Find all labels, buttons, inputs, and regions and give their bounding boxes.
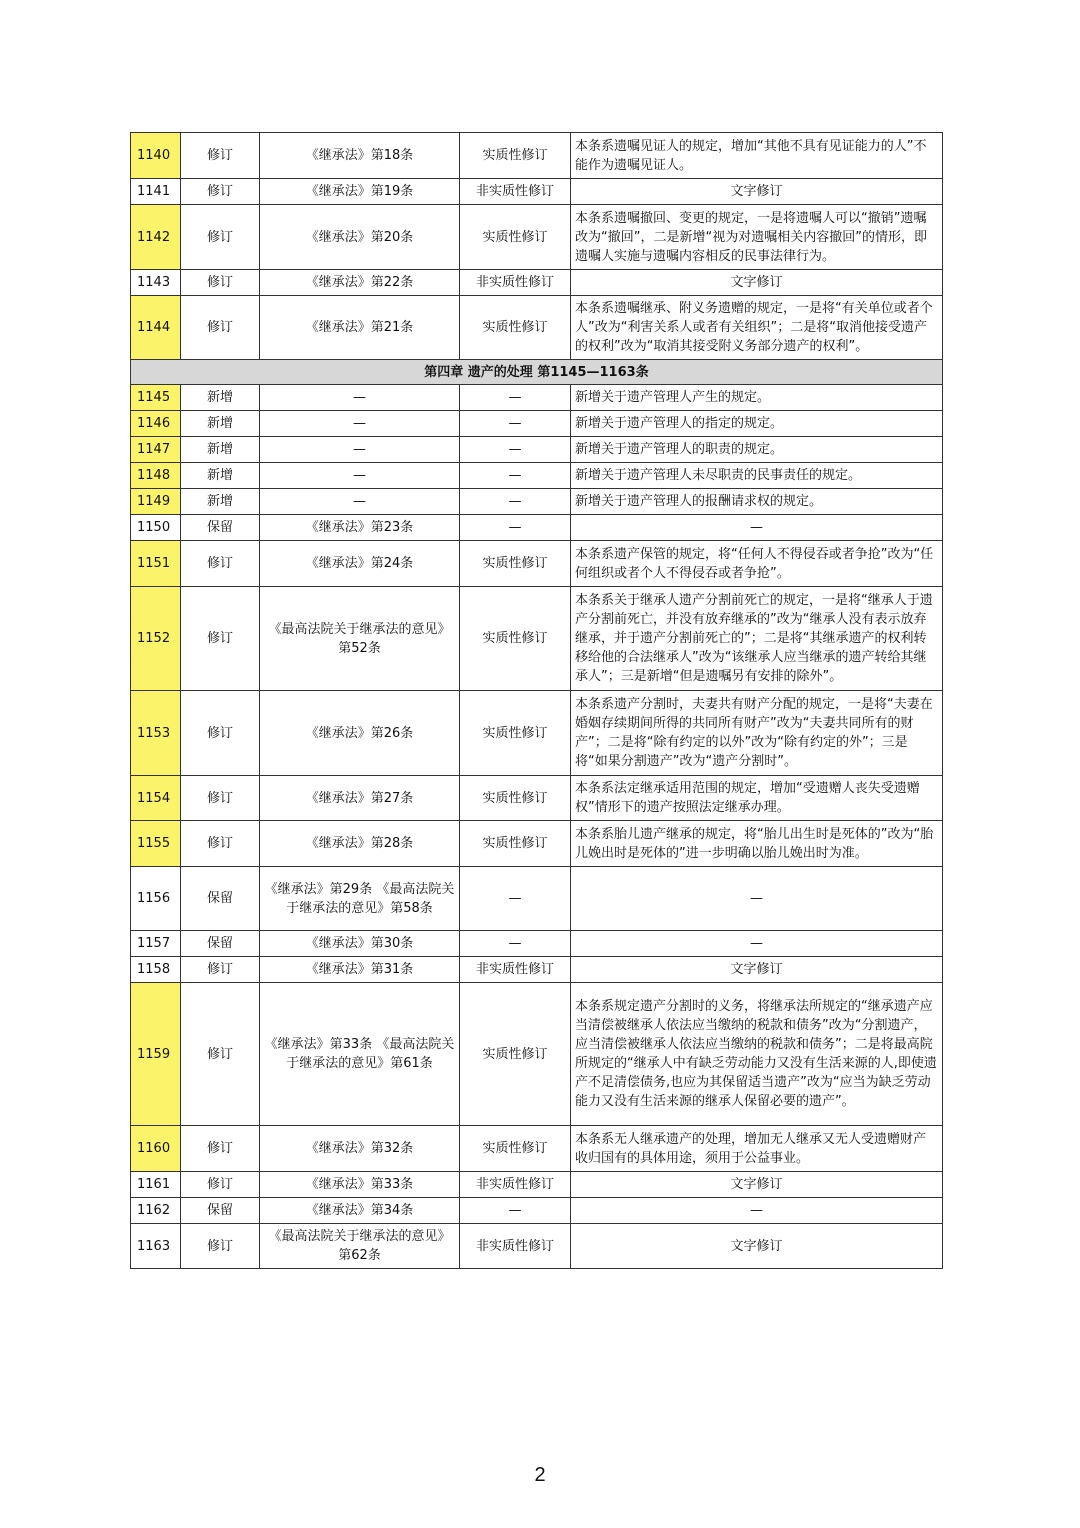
revision-description: 新增关于遗产管理人的指定的规定。 [571, 411, 943, 437]
revision-type: 实质性修订 [460, 205, 571, 270]
source-provision: 《继承法》第32条 [260, 1126, 460, 1172]
revision-description: — [571, 931, 943, 957]
table-row [131, 1126, 943, 1172]
table-row [131, 983, 943, 1126]
revision-description: 文字修订 [571, 1172, 943, 1198]
revision-description: 本条系遗产保管的规定，将“任何人不得侵吞或者争抢”改为“任何组织或者个人不得侵吞或者争抢”。 [571, 541, 943, 587]
source-provision: 《继承法》第31条 [260, 957, 460, 983]
article-number: 1155 [131, 821, 181, 867]
revision-action: 新增 [181, 463, 260, 489]
revision-action: 保留 [181, 515, 260, 541]
table-row [131, 776, 943, 821]
revision-type: — [460, 931, 571, 957]
article-number: 1148 [131, 463, 181, 489]
source-provision: 《继承法》第33条 《最高法院关于继承法的意见》第61条 [260, 983, 460, 1126]
revision-description: 本条系无人继承遗产的处理，增加无人继承又无人受遗赠财产收归国有的具体用途，须用于公益事业。 [571, 1126, 943, 1172]
source-provision: 《继承法》第33条 [260, 1172, 460, 1198]
table-row [131, 411, 943, 437]
table-row [131, 463, 943, 489]
revision-description: 文字修订 [571, 270, 943, 296]
source-provision: — [260, 385, 460, 411]
article-number: 1162 [131, 1198, 181, 1224]
article-number: 1143 [131, 270, 181, 296]
source-provision: — [260, 463, 460, 489]
revision-action: 修订 [181, 179, 260, 205]
revision-type: — [460, 1198, 571, 1224]
chapter-heading: 第四章 遗产的处理 第1145—1163条 [131, 360, 943, 385]
revision-type: 实质性修订 [460, 541, 571, 587]
revision-type: — [460, 463, 571, 489]
table-row [131, 437, 943, 463]
revision-type: 非实质性修订 [460, 1224, 571, 1269]
revision-description: — [571, 515, 943, 541]
revision-action: 保留 [181, 1198, 260, 1224]
table-row [131, 691, 943, 776]
table-row [131, 133, 943, 179]
revision-type: 非实质性修订 [460, 270, 571, 296]
revision-type: — [460, 437, 571, 463]
revision-type: 非实质性修订 [460, 1172, 571, 1198]
table-row [131, 179, 943, 205]
article-number: 1159 [131, 983, 181, 1126]
table-row [131, 1224, 943, 1269]
revision-type: 实质性修订 [460, 587, 571, 691]
revision-description: 文字修订 [571, 179, 943, 205]
source-provision: — [260, 437, 460, 463]
revision-action: 新增 [181, 437, 260, 463]
source-provision: 《继承法》第20条 [260, 205, 460, 270]
revision-action: 修订 [181, 296, 260, 360]
source-provision: 《继承法》第26条 [260, 691, 460, 776]
article-number: 1153 [131, 691, 181, 776]
revision-description: 文字修订 [571, 957, 943, 983]
table-row [131, 1198, 943, 1224]
article-number: 1163 [131, 1224, 181, 1269]
source-provision: 《继承法》第22条 [260, 270, 460, 296]
revision-action: 修订 [181, 691, 260, 776]
revision-action: 修订 [181, 776, 260, 821]
revision-type: 实质性修订 [460, 776, 571, 821]
revision-description: 本条系法定继承适用范围的规定，增加“受遗赠人丧失受遗赠权”情形下的遗产按照法定继承办理。 [571, 776, 943, 821]
source-provision: 《继承法》第19条 [260, 179, 460, 205]
article-number: 1145 [131, 385, 181, 411]
article-number: 1156 [131, 867, 181, 931]
revision-action: 新增 [181, 411, 260, 437]
table-row [131, 957, 943, 983]
revision-type: 非实质性修订 [460, 179, 571, 205]
article-number: 1157 [131, 931, 181, 957]
article-number: 1160 [131, 1126, 181, 1172]
revision-action: 新增 [181, 385, 260, 411]
revision-description: 文字修订 [571, 1224, 943, 1269]
table-row [131, 515, 943, 541]
revision-action: 修订 [181, 205, 260, 270]
source-provision: — [260, 489, 460, 515]
revision-type: 实质性修订 [460, 691, 571, 776]
article-number: 1154 [131, 776, 181, 821]
source-provision: 《继承法》第30条 [260, 931, 460, 957]
revision-action: 修订 [181, 1126, 260, 1172]
article-number: 1149 [131, 489, 181, 515]
source-provision: 《继承法》第18条 [260, 133, 460, 179]
revision-description: 本条系遗产分割时，夫妻共有财产分配的规定，一是将“夫妻在婚姻存续期间所得的共同所有财产”改为“夫妻共同所有的财产”；二是将“除有约定的以外”改为“除有约定的外”；三是将“如果分割遗产”改为“遗产分割时”。 [571, 691, 943, 776]
revision-description: 本条系胎儿遗产继承的规定，将“胎儿出生时是死体的”改为“胎儿娩出时是死体的”进一步明确以胎儿娩出时为准。 [571, 821, 943, 867]
revision-action: 保留 [181, 931, 260, 957]
table-row [131, 489, 943, 515]
source-provision: 《继承法》第27条 [260, 776, 460, 821]
source-provision: 《继承法》第23条 [260, 515, 460, 541]
revision-description: 本条系关于继承人遗产分割前死亡的规定，一是将“继承人于遗产分割前死亡，并没有放弃继承的”改为“继承人没有表示放弃继承，并于遗产分割前死亡的”；二是将“其继承遗产的权利转移给他的合法继承人”改为“该继承人应当继承的遗产转给其继承人”；三是新增“但是遗嘱另有安排的除外”。 [571, 587, 943, 691]
revision-type: 实质性修订 [460, 1126, 571, 1172]
revision-action: 修订 [181, 821, 260, 867]
table-row [131, 296, 943, 360]
revision-description: 新增关于遗产管理人的职责的规定。 [571, 437, 943, 463]
article-number: 1140 [131, 133, 181, 179]
revision-action: 修订 [181, 133, 260, 179]
table-row [131, 821, 943, 867]
revision-type: — [460, 489, 571, 515]
revision-description: 新增关于遗产管理人的报酬请求权的规定。 [571, 489, 943, 515]
revision-description: 本条系遗嘱撤回、变更的规定，一是将遗嘱人可以“撤销”遗嘱改为“撤回”，二是新增“视为对遗嘱相关内容撤回”的情形，即遗嘱人实施与遗嘱内容相反的民事法律行为。 [571, 205, 943, 270]
source-provision: 《最高法院关于继承法的意见》第52条 [260, 587, 460, 691]
revision-action: 修订 [181, 587, 260, 691]
revision-type: 非实质性修订 [460, 957, 571, 983]
revision-action: 修订 [181, 1224, 260, 1269]
revision-action: 修订 [181, 270, 260, 296]
article-number: 1161 [131, 1172, 181, 1198]
table-row [131, 867, 943, 931]
article-number: 1144 [131, 296, 181, 360]
revision-description: 新增关于遗产管理人未尽职责的民事责任的规定。 [571, 463, 943, 489]
page-number: 2 [534, 1464, 546, 1486]
revision-action: 修订 [181, 983, 260, 1126]
revision-action: 保留 [181, 867, 260, 931]
article-number: 1151 [131, 541, 181, 587]
source-provision: 《继承法》第34条 [260, 1198, 460, 1224]
table-row [131, 385, 943, 411]
chapter-heading-row [131, 360, 943, 385]
article-number: 1150 [131, 515, 181, 541]
article-number: 1146 [131, 411, 181, 437]
revision-type: — [460, 515, 571, 541]
source-provision: 《继承法》第24条 [260, 541, 460, 587]
revision-type: 实质性修订 [460, 983, 571, 1126]
revision-description: 本条系规定遗产分割时的义务，将继承法所规定的“继承遗产应当清偿被继承人依法应当缴纳的税款和债务”改为“分割遗产，应当清偿被继承人依法应当缴纳的税款和债务”；二是将最高院所规定的“继承人中有缺乏劳动能力又没有生活来源的人,即使遗产不足清偿债务,也应为其保留适当遗产”改为“应当为缺乏劳动能力又没有生活来源的继承人保留必要的遗产”。 [571, 983, 943, 1126]
article-number: 1147 [131, 437, 181, 463]
revision-action: 新增 [181, 489, 260, 515]
revision-description: — [571, 867, 943, 931]
table-row [131, 270, 943, 296]
article-number: 1142 [131, 205, 181, 270]
revision-action: 修订 [181, 1172, 260, 1198]
revision-type: — [460, 867, 571, 931]
table-row [131, 587, 943, 691]
revision-type: 实质性修订 [460, 821, 571, 867]
table-row [131, 541, 943, 587]
revision-description: 新增关于遗产管理人产生的规定。 [571, 385, 943, 411]
revision-type: 实质性修订 [460, 296, 571, 360]
source-provision: — [260, 411, 460, 437]
table-row [131, 931, 943, 957]
revision-type: — [460, 411, 571, 437]
revision-action: 修订 [181, 541, 260, 587]
revision-type: — [460, 385, 571, 411]
article-number: 1158 [131, 957, 181, 983]
revision-description: 本条系遗嘱继承、附义务遗赠的规定，一是将“有关单位或者个人”改为“利害关系人或者有关组织”；二是将“取消他接受遗产的权利”改为“取消其接受附义务部分遗产的权利”。 [571, 296, 943, 360]
table-row [131, 1172, 943, 1198]
revision-type: 实质性修订 [460, 133, 571, 179]
revision-action: 修订 [181, 957, 260, 983]
revision-description: 本条系遗嘱见证人的规定，增加“其他不具有见证能力的人”不能作为遗嘱见证人。 [571, 133, 943, 179]
revision-table [130, 132, 943, 1269]
source-provision: 《继承法》第29条 《最高法院关于继承法的意见》第58条 [260, 867, 460, 931]
source-provision: 《继承法》第21条 [260, 296, 460, 360]
revision-description: — [571, 1198, 943, 1224]
table-row [131, 205, 943, 270]
article-number: 1152 [131, 587, 181, 691]
source-provision: 《继承法》第28条 [260, 821, 460, 867]
source-provision: 《最高法院关于继承法的意见》第62条 [260, 1224, 460, 1269]
article-number: 1141 [131, 179, 181, 205]
